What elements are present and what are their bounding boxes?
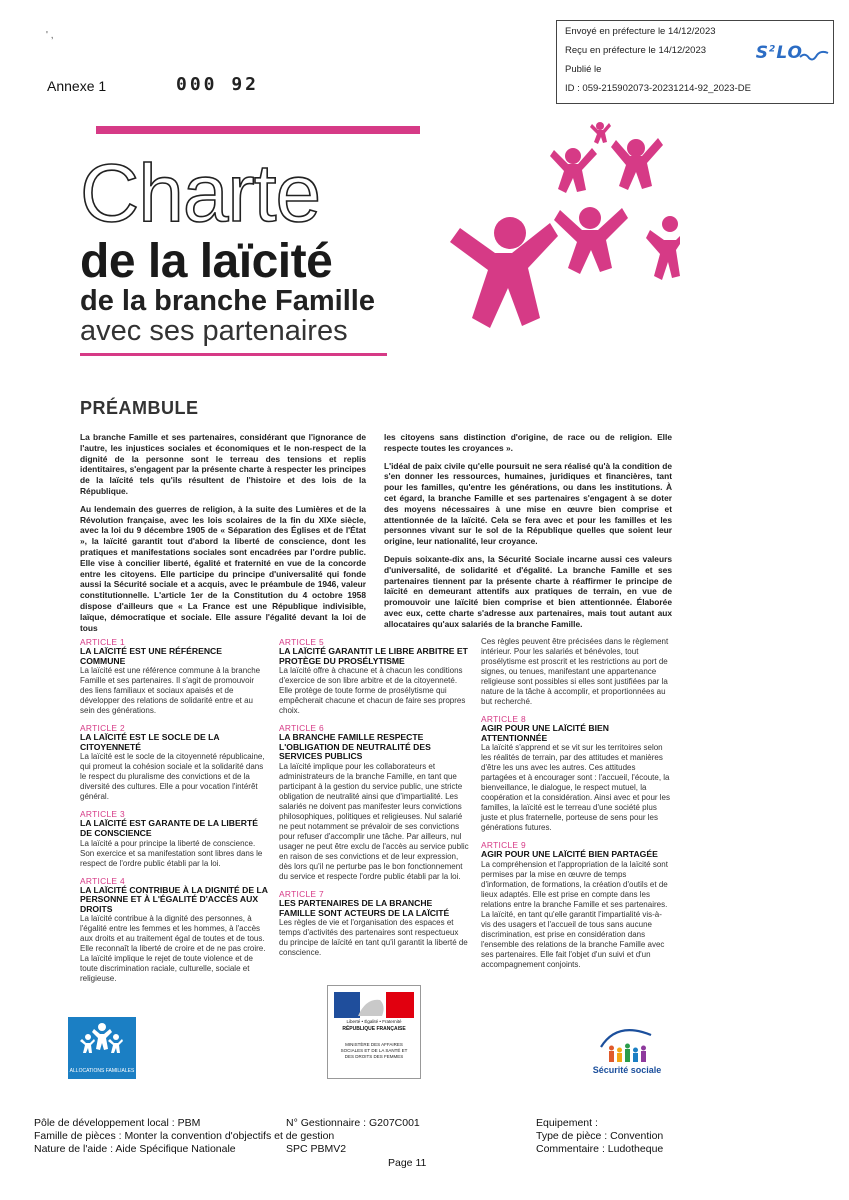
- title-partenaires: avec ses partenaires: [80, 315, 348, 347]
- article-number: ARTICLE 3: [80, 809, 125, 820]
- preambule-paragraph: Depuis soixante-dix ans, la Sécurité Sociale incarne aussi ces valeurs d'universalité, de solidarité et d'égalité. La branche Famille et ses partenaires tiennent par la présente charte à réaffirmer le principe de laïcité en demeurant attentifs aux pratiques de terrain, en vue de promouvoir une laïcité bien comprise et bien attentionnée. Élaborée avec eux, cette charte s'adresse aux partenaires, mais tout autant aux allocataires qu'aux salariés de la branche Famille.: [384, 553, 672, 629]
- preambule-right-column: [384, 432, 672, 637]
- article-number: ARTICLE 7: [279, 888, 324, 899]
- footer-spc: SPC PBMV2: [286, 1143, 347, 1155]
- stamp-published: Publié le: [565, 64, 602, 75]
- footer-nature: Nature de l'aide : Aide Spécifique Nationale: [34, 1143, 236, 1155]
- prefecture-stamp: [556, 20, 834, 104]
- people-figures-illustration: [440, 118, 680, 348]
- stamp-sent: Envoyé en préfecture le 14/12/2023: [565, 26, 716, 37]
- s2lo-logo: $S^2LO$: [755, 43, 803, 63]
- title-charte: Charte: [80, 148, 321, 239]
- footer-famille: Famille de pièces : Monter la convention d'objectifs et de gestion: [34, 1130, 335, 1142]
- article-body: La laïcité contribue à la dignité des personnes, à l'égalité entre les femmes et les hommes, à l'accès aux droits et au traitement égal de toutes et de tous. Elle reconnaît la liberté de croire et de ne pas croire. La laïcité implique le rejet de toute violence et de toute discrimination raciale, culturelle, sociale et religieuse.: [80, 914, 266, 984]
- preambule-left-column: [80, 432, 366, 640]
- caf-figures-icon: [68, 1017, 136, 1063]
- article-3: [80, 809, 268, 868]
- footer-gestionnaire: N° Gestionnaire : G207C001: [286, 1117, 420, 1129]
- articles-column-1: [80, 637, 268, 991]
- article-8: [481, 714, 671, 833]
- preambule-paragraph: L'idéal de paix civile qu'elle poursuit ne sera réalisé qu'à la condition de s'en donner les ressources, humaines, juridiques et financières, tant pour les familles, qu'entre les générations, ou dans les institutions. À cet égard, la branche Famille et ses partenaires s'engagent à se doter des moyens nécessaires à une mise en œuvre bien comprise et attentionnée de la laïcité. Cela se fera avec et pour les familles et les personnes vivant sur le sol de la République quelles que soient leur origine, leur nationalité, leur croyance.: [384, 460, 672, 547]
- article-7-continued: Ces règles peuvent être précisées dans le règlement intérieur. Pour les salariés et bénévoles, tout prosélytisme est proscrit et les restrictions au port de signes, ou tenues, manifestant une appartenance religieuse sont possibles si elles sont justifiées par la nature de la tâche à accomplir, et proportionnées au but recherché.: [481, 637, 669, 706]
- article-body: La laïcité a pour principe la liberté de conscience. Son exercice et sa manifestation sont libres dans le respect de l'ordre public établi par la loi.: [80, 838, 263, 868]
- marianne-ministry-logo: [327, 985, 421, 1079]
- stamp-received: Reçu en préfecture le 14/12/2023: [565, 45, 707, 56]
- articles-column-3: [481, 637, 671, 977]
- marianne-ministry: MINISTÈRE DES AFFAIRES SOCIALES ET DE LA SANTÉ ET DES DROITS DES FEMMES: [340, 1042, 408, 1059]
- swoosh-icon: [799, 50, 829, 62]
- title-top-bar: [96, 126, 420, 134]
- article-body: La laïcité est le socle de la citoyenneté républicaine, qui promeut la cohésion sociale et la solidarité dans le respect du pluralisme des convictions et de la diversité des cultures. Elle a pour vocation l'intérêt général.: [80, 752, 265, 802]
- preambule-heading: PRÉAMBULE: [80, 398, 199, 418]
- securite-sociale-icon: [587, 1025, 667, 1065]
- securite-sociale-text: Sécurité sociale: [592, 1065, 662, 1075]
- article-title: LES PARTENAIRES DE LA BRANCHE FAMILLE SONT ACTEURS DE LA LAÏCITÉ: [279, 897, 450, 918]
- footer-type: Type de pièce : Convention: [536, 1130, 664, 1142]
- article-body: La laïcité s'apprend et se vit sur les territoires selon les réalités de terrain, par des attitudes et manières d'être les uns avec les autres. Ces attitudes partagées et à encourager sont : l'accueil, l'écoute, la bienveillance, le dialogue, le respect mutuel, la coopération et la considération. Ainsi avec et pour les familles, la laïcité est le terreau d'une société plus juste et plus fraternelle, porteuse de sens pour les générations futures.: [481, 743, 671, 833]
- article-4: [80, 876, 268, 985]
- article-body: La laïcité implique pour les collaborateurs et administrateurs de la branche Famille, en tant que participant à la gestion du service public, une stricte obligation de neutralité ainsi que d'impartialité. Les salariés ne doivent pas manifester leurs convictions philosophiques, politiques et religieuses. Nul salarié ne peut notamment se prévaloir de ses convictions pour refuser d'accomplir une tâche. Par ailleurs, nul usager ne peut être exclu de l'accès au service public en raison de ses convictions et de leur expression, dès lors qu'il ne perturbe pas le bon fonctionnement du service et respecte l'ordre public établi par la loi.: [279, 761, 469, 881]
- article-9: [481, 840, 671, 970]
- footer-commentaire: Commentaire : Ludotheque: [536, 1143, 664, 1155]
- articles-column-2: [279, 637, 469, 965]
- article-body: La laïcité offre à chacune et à chacun les conditions d'exercice de son libre arbitre et de la citoyenneté. Elle protège de toute forme de prosélytisme qui empêcherait chacune et chacun de faire ses propres choix.: [279, 666, 466, 716]
- article-title: LA LAÏCITÉ EST GARANTE DE LA LIBERTÉ DE CONSCIENCE: [80, 818, 258, 838]
- article-6: [279, 723, 469, 882]
- article-number: ARTICLE 2: [80, 723, 125, 734]
- marianne-icon: [328, 986, 420, 1078]
- article-2: [80, 723, 268, 802]
- marianne-motto: Liberté • Égalité • Fraternité: [346, 1019, 402, 1024]
- footer-pole: Pôle de développement local : PBM: [34, 1117, 201, 1129]
- article-title: LA LAÏCITÉ EST LE SOCLE DE LA CITOYENNETÉ: [80, 732, 220, 752]
- article-body: La laïcité est une référence commune à la branche Famille et ses partenaires. Il s'agit de promouvoir des liens familiaux et sociaux apaisés et de développer des relations de solidarité entre et au sein des générations.: [80, 666, 261, 716]
- preambule-paragraph: Au lendemain des guerres de religion, à la suite des Lumières et de la Révolution française, avec les lois scolaires de la fin du XIXe siècle, avec la loi du 9 décembre 1905 de « Séparation des Églises et de l'État », la laïcité garantit tout d'abord la liberté de conscience, dont les pratiques et manifestations sociales sont encadrées par l'ordre public. Elle vise à concilier liberté, égalité et fraternité en vue de la concorde entre les citoyens. Elle participe du principe d'universalité qui fonde aussi la Sécurité sociale et a acquis, avec le préambule de 1946, valeur constitutionnelle. L'article 1er de la Constitution du 4 octobre 1958 dispose d'ailleurs que « La France est une République indivisible, laïque, démocratique et sociale. Elle assure l'égalité devant la loi de tous: [80, 503, 366, 633]
- footer-equipement: Equipement :: [536, 1117, 598, 1129]
- marianne-rf: RÉPUBLIQUE FRANÇAISE: [342, 1026, 406, 1032]
- page-number: Page 11: [388, 1157, 427, 1169]
- title-bottom-bar: [80, 353, 387, 356]
- article-title: AGIR POUR UNE LAÏCITÉ BIEN ATTENTIONNÉE: [481, 723, 609, 743]
- article-7: [279, 889, 469, 958]
- article-title: LA LAÏCITÉ EST UNE RÉFÉRENCE COMMUNE: [80, 646, 222, 666]
- article-5: [279, 637, 469, 716]
- title-laicite: de la laïcité: [80, 235, 333, 288]
- caf-logo-text: ALLOCATIONS FAMILIALES: [69, 1068, 135, 1074]
- article-number: ARTICLE 4: [80, 875, 125, 886]
- article-title: LA BRANCHE FAMILLE RESPECTE L'OBLIGATION DE NEUTRALITÉ DES SERVICES PUBLICS: [279, 732, 431, 762]
- article-number: ARTICLE 1: [80, 637, 125, 647]
- scan-marks: ' ,: [46, 30, 54, 41]
- article-title: AGIR POUR UNE LAÏCITÉ BIEN PARTAGÉE: [481, 849, 658, 860]
- caf-logo: [68, 1017, 136, 1079]
- stamp-id: ID : 059-215902073-20231214-92_2023-DE: [565, 83, 751, 94]
- article-number: ARTICLE 9: [481, 840, 526, 851]
- annexe-number: 000 92: [176, 74, 260, 95]
- article-number: ARTICLE 6: [279, 723, 324, 734]
- article-body: Les règles de vie et l'organisation des espaces et temps d'activités des partenaires sont respectueux du principe de laïcité en tant qu'il garantit la liberté de conscience.: [279, 918, 468, 958]
- preambule-paragraph: La branche Famille et ses partenaires, considérant que l'ignorance de l'autre, les injustices sociales et économiques et le non-respect de la dignité de la personne sont le terreau des tensions et replis identitaires, s'engagent par la présente charte à respecter les principes de la laïcité tels qu'ils résultent de l'histoire et des lois de la République.: [80, 432, 366, 496]
- annexe-label: Annexe 1: [47, 78, 107, 94]
- securite-sociale-logo: [587, 1025, 667, 1081]
- preambule-paragraph: les citoyens sans distinction d'origine, de race ou de religion. Elle respecte toutes les croyances ».: [384, 432, 672, 453]
- article-1: [80, 637, 268, 716]
- article-number: ARTICLE 8: [481, 714, 526, 724]
- article-number: ARTICLE 5: [279, 637, 324, 647]
- title-branche: de la branche Famille: [80, 285, 375, 317]
- article-body: La compréhension et l'appropriation de la laïcité sont permises par la mise en œuvre de temps d'information, de formations, la création d'outils et de lieux adaptés. Elle est prise en compte dans les relations entre la branche Famille et ses partenaires. La laïcité, en tant qu'elle garantit l'impartialité vis-à-vis des usagers et l'accueil de tous sans aucune discrimination, est prise en considération dans l'ensemble des relations de la branche Famille avec ses partenaires. Elle fait l'objet d'un suivi et d'un accompagnement conjoints.: [481, 859, 668, 969]
- article-title: LA LAÏCITÉ GARANTIT LE LIBRE ARBITRE ET PROTÈGE DU PROSÉLYTISME: [279, 646, 468, 666]
- article-title: LA LAÏCITÉ CONTRIBUE À LA DIGNITÉ DE LA PERSONNE ET À L'ÉGALITÉ D'ACCÈS AUX DROITS: [80, 884, 268, 914]
